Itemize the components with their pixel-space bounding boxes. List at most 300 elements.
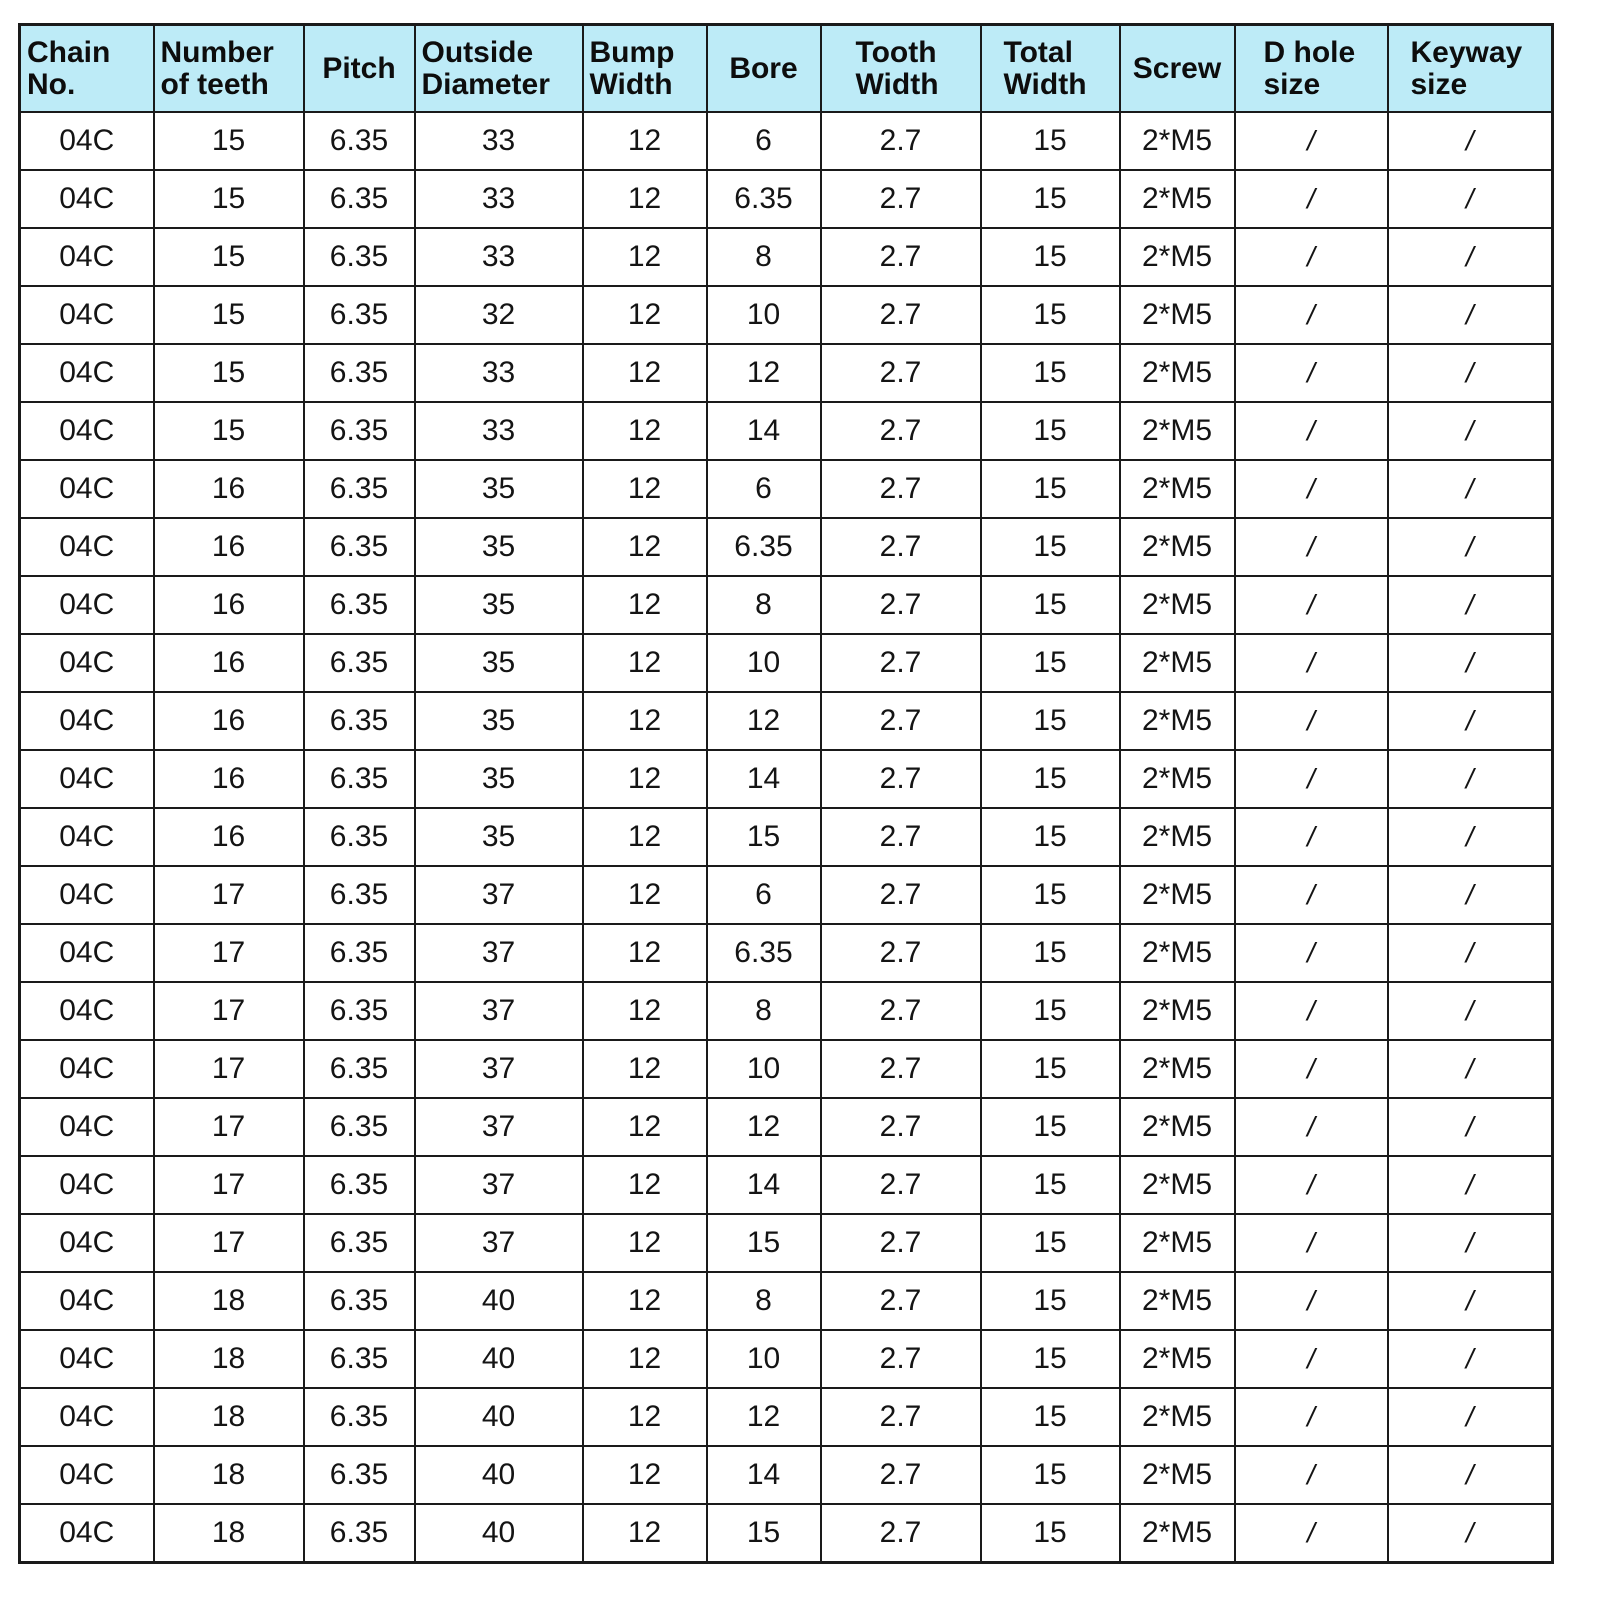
cell-total-width: 15 (981, 402, 1120, 460)
table-header (20, 25, 1553, 113)
cell-keyway-size: / (1388, 1156, 1553, 1214)
cell-tooth-width: 2.7 (821, 924, 981, 982)
cell-bore: 14 (707, 402, 821, 460)
cell-keyway-size: / (1388, 1504, 1553, 1563)
header-line: Width (1003, 67, 1087, 101)
cell-chain-no: 04C (20, 1330, 154, 1388)
cell-bore: 6.35 (707, 170, 821, 228)
header-line: Bump (589, 35, 675, 69)
cell-total-width: 15 (981, 750, 1120, 808)
cell-screw: 2*M5 (1120, 228, 1235, 286)
cell-teeth: 18 (154, 1272, 304, 1330)
cell-bump-width: 12 (583, 286, 707, 344)
sprocket-spec-table (18, 23, 1554, 1564)
table-row (20, 1098, 1553, 1156)
cell-tooth-width: 2.7 (821, 1388, 981, 1446)
cell-bump-width: 12 (583, 1040, 707, 1098)
cell-keyway-size: / (1388, 634, 1553, 692)
cell-keyway-size: / (1388, 286, 1553, 344)
cell-chain-no: 04C (20, 924, 154, 982)
cell-chain-no: 04C (20, 634, 154, 692)
cell-chain-no: 04C (20, 750, 154, 808)
table-row (20, 1272, 1553, 1330)
cell-d-hole-size: / (1235, 518, 1388, 576)
cell-screw: 2*M5 (1120, 1040, 1235, 1098)
cell-d-hole-size: / (1235, 1388, 1388, 1446)
cell-total-width: 15 (981, 1330, 1120, 1388)
cell-d-hole-size: / (1235, 1446, 1388, 1504)
cell-chain-no: 04C (20, 518, 154, 576)
cell-bore: 14 (707, 750, 821, 808)
cell-chain-no: 04C (20, 286, 154, 344)
table-row (20, 1388, 1553, 1446)
cell-d-hole-size: / (1235, 344, 1388, 402)
cell-screw: 2*M5 (1120, 634, 1235, 692)
cell-outside-diameter: 35 (415, 808, 583, 866)
cell-screw: 2*M5 (1120, 170, 1235, 228)
header-d-hole-size (1235, 25, 1388, 113)
table-row (20, 344, 1553, 402)
cell-bore: 10 (707, 286, 821, 344)
cell-tooth-width: 2.7 (821, 1446, 981, 1504)
header-line: Bore (729, 51, 798, 85)
header-line: D hole (1263, 35, 1356, 69)
cell-tooth-width: 2.7 (821, 112, 981, 170)
cell-bump-width: 12 (583, 1330, 707, 1388)
cell-total-width: 15 (981, 982, 1120, 1040)
cell-screw: 2*M5 (1120, 1214, 1235, 1272)
cell-tooth-width: 2.7 (821, 692, 981, 750)
cell-d-hole-size: / (1235, 460, 1388, 518)
cell-d-hole-size: / (1235, 750, 1388, 808)
cell-teeth: 15 (154, 112, 304, 170)
cell-chain-no: 04C (20, 170, 154, 228)
header-line: Tooth (855, 35, 937, 69)
cell-teeth: 16 (154, 692, 304, 750)
cell-pitch: 6.35 (304, 460, 415, 518)
cell-pitch: 6.35 (304, 982, 415, 1040)
cell-d-hole-size: / (1235, 1098, 1388, 1156)
cell-pitch: 6.35 (304, 750, 415, 808)
cell-bore: 6 (707, 112, 821, 170)
cell-d-hole-size: / (1235, 1214, 1388, 1272)
cell-d-hole-size: / (1235, 228, 1388, 286)
cell-pitch: 6.35 (304, 808, 415, 866)
cell-outside-diameter: 40 (415, 1446, 583, 1504)
header-pitch (304, 25, 415, 113)
cell-outside-diameter: 35 (415, 518, 583, 576)
cell-keyway-size: / (1388, 866, 1553, 924)
cell-d-hole-size: / (1235, 1040, 1388, 1098)
cell-bore: 6.35 (707, 924, 821, 982)
cell-d-hole-size: / (1235, 1156, 1388, 1214)
cell-keyway-size: / (1388, 228, 1553, 286)
cell-outside-diameter: 33 (415, 402, 583, 460)
cell-teeth: 18 (154, 1504, 304, 1563)
cell-chain-no: 04C (20, 1272, 154, 1330)
header-line: size (1263, 67, 1321, 101)
cell-teeth: 17 (154, 866, 304, 924)
cell-bore: 8 (707, 576, 821, 634)
cell-bump-width: 12 (583, 1504, 707, 1563)
cell-teeth: 15 (154, 170, 304, 228)
spec-table-container (18, 23, 1551, 1564)
cell-pitch: 6.35 (304, 402, 415, 460)
cell-chain-no: 04C (20, 228, 154, 286)
cell-chain-no: 04C (20, 1388, 154, 1446)
cell-pitch: 6.35 (304, 1098, 415, 1156)
cell-tooth-width: 2.7 (821, 1272, 981, 1330)
cell-total-width: 15 (981, 1446, 1120, 1504)
cell-bore: 10 (707, 1040, 821, 1098)
header-screw (1120, 25, 1235, 113)
cell-keyway-size: / (1388, 924, 1553, 982)
cell-bore: 8 (707, 982, 821, 1040)
cell-outside-diameter: 35 (415, 460, 583, 518)
cell-tooth-width: 2.7 (821, 1156, 981, 1214)
cell-screw: 2*M5 (1120, 576, 1235, 634)
cell-outside-diameter: 40 (415, 1330, 583, 1388)
cell-teeth: 17 (154, 1040, 304, 1098)
cell-d-hole-size: / (1235, 170, 1388, 228)
cell-bump-width: 12 (583, 460, 707, 518)
cell-d-hole-size: / (1235, 1330, 1388, 1388)
cell-pitch: 6.35 (304, 1214, 415, 1272)
cell-bump-width: 12 (583, 1098, 707, 1156)
cell-pitch: 6.35 (304, 576, 415, 634)
cell-keyway-size: / (1388, 1330, 1553, 1388)
cell-outside-diameter: 40 (415, 1272, 583, 1330)
cell-keyway-size: / (1388, 170, 1553, 228)
header-bump-width (583, 25, 707, 113)
cell-bump-width: 12 (583, 1272, 707, 1330)
cell-bump-width: 12 (583, 344, 707, 402)
cell-bore: 6 (707, 866, 821, 924)
cell-screw: 2*M5 (1120, 460, 1235, 518)
cell-screw: 2*M5 (1120, 286, 1235, 344)
cell-outside-diameter: 37 (415, 1098, 583, 1156)
cell-teeth: 16 (154, 460, 304, 518)
cell-teeth: 15 (154, 344, 304, 402)
table-row (20, 1040, 1553, 1098)
cell-outside-diameter: 37 (415, 982, 583, 1040)
cell-outside-diameter: 35 (415, 692, 583, 750)
cell-pitch: 6.35 (304, 518, 415, 576)
cell-total-width: 15 (981, 1214, 1120, 1272)
cell-tooth-width: 2.7 (821, 344, 981, 402)
cell-d-hole-size: / (1235, 866, 1388, 924)
table-row (20, 228, 1553, 286)
cell-chain-no: 04C (20, 866, 154, 924)
cell-d-hole-size: / (1235, 808, 1388, 866)
cell-screw: 2*M5 (1120, 518, 1235, 576)
cell-keyway-size: / (1388, 1446, 1553, 1504)
header-line: Number (160, 35, 274, 69)
cell-keyway-size: / (1388, 1272, 1553, 1330)
cell-tooth-width: 2.7 (821, 1040, 981, 1098)
cell-total-width: 15 (981, 1156, 1120, 1214)
table-row (20, 1330, 1553, 1388)
cell-teeth: 17 (154, 1098, 304, 1156)
cell-bore: 12 (707, 344, 821, 402)
cell-bore: 15 (707, 808, 821, 866)
cell-total-width: 15 (981, 1098, 1120, 1156)
header-chain-no (20, 25, 154, 113)
header-line: Screw (1132, 51, 1222, 85)
cell-chain-no: 04C (20, 982, 154, 1040)
cell-chain-no: 04C (20, 460, 154, 518)
table-row (20, 1504, 1553, 1563)
cell-keyway-size: / (1388, 402, 1553, 460)
cell-bump-width: 12 (583, 1388, 707, 1446)
cell-outside-diameter: 32 (415, 286, 583, 344)
cell-total-width: 15 (981, 460, 1120, 518)
cell-screw: 2*M5 (1120, 924, 1235, 982)
cell-outside-diameter: 40 (415, 1388, 583, 1446)
cell-chain-no: 04C (20, 576, 154, 634)
cell-screw: 2*M5 (1120, 808, 1235, 866)
cell-total-width: 15 (981, 518, 1120, 576)
cell-tooth-width: 2.7 (821, 1504, 981, 1563)
cell-chain-no: 04C (20, 1504, 154, 1563)
cell-total-width: 15 (981, 170, 1120, 228)
cell-outside-diameter: 37 (415, 1156, 583, 1214)
cell-chain-no: 04C (20, 1214, 154, 1272)
cell-total-width: 15 (981, 634, 1120, 692)
cell-pitch: 6.35 (304, 228, 415, 286)
header-tooth-width (821, 25, 981, 113)
cell-d-hole-size: / (1235, 402, 1388, 460)
cell-d-hole-size: / (1235, 1272, 1388, 1330)
cell-teeth: 16 (154, 808, 304, 866)
cell-keyway-size: / (1388, 750, 1553, 808)
cell-total-width: 15 (981, 228, 1120, 286)
header-line: Width (589, 67, 673, 101)
cell-teeth: 18 (154, 1388, 304, 1446)
table-row (20, 460, 1553, 518)
header-bore (707, 25, 821, 113)
cell-tooth-width: 2.7 (821, 866, 981, 924)
cell-bore: 10 (707, 634, 821, 692)
cell-bump-width: 12 (583, 170, 707, 228)
header-total-width (981, 25, 1120, 113)
cell-keyway-size: / (1388, 808, 1553, 866)
cell-tooth-width: 2.7 (821, 982, 981, 1040)
header-line: Keyway (1410, 35, 1523, 69)
cell-screw: 2*M5 (1120, 1330, 1235, 1388)
header-row (20, 25, 1553, 113)
cell-bump-width: 12 (583, 402, 707, 460)
cell-teeth: 17 (154, 982, 304, 1040)
cell-outside-diameter: 37 (415, 866, 583, 924)
cell-outside-diameter: 37 (415, 1214, 583, 1272)
cell-bore: 6 (707, 460, 821, 518)
cell-screw: 2*M5 (1120, 344, 1235, 402)
cell-keyway-size: / (1388, 460, 1553, 518)
cell-screw: 2*M5 (1120, 1272, 1235, 1330)
cell-d-hole-size: / (1235, 1504, 1388, 1563)
cell-screw: 2*M5 (1120, 692, 1235, 750)
header-line: Total (1003, 35, 1073, 69)
cell-d-hole-size: / (1235, 924, 1388, 982)
cell-tooth-width: 2.7 (821, 750, 981, 808)
cell-chain-no: 04C (20, 1098, 154, 1156)
cell-keyway-size: / (1388, 1040, 1553, 1098)
cell-tooth-width: 2.7 (821, 808, 981, 866)
cell-chain-no: 04C (20, 808, 154, 866)
cell-bump-width: 12 (583, 112, 707, 170)
cell-bore: 12 (707, 692, 821, 750)
cell-teeth: 17 (154, 924, 304, 982)
table-row (20, 112, 1553, 170)
cell-bump-width: 12 (583, 924, 707, 982)
cell-bump-width: 12 (583, 866, 707, 924)
cell-bore: 12 (707, 1388, 821, 1446)
cell-screw: 2*M5 (1120, 402, 1235, 460)
cell-bore: 10 (707, 1330, 821, 1388)
cell-bump-width: 12 (583, 1156, 707, 1214)
cell-pitch: 6.35 (304, 1446, 415, 1504)
cell-d-hole-size: / (1235, 634, 1388, 692)
cell-chain-no: 04C (20, 692, 154, 750)
cell-bore: 8 (707, 1272, 821, 1330)
cell-bore: 6.35 (707, 518, 821, 576)
cell-chain-no: 04C (20, 1446, 154, 1504)
cell-tooth-width: 2.7 (821, 1214, 981, 1272)
cell-tooth-width: 2.7 (821, 460, 981, 518)
cell-chain-no: 04C (20, 1156, 154, 1214)
cell-screw: 2*M5 (1120, 982, 1235, 1040)
cell-keyway-size: / (1388, 518, 1553, 576)
table-body (20, 112, 1553, 1563)
cell-teeth: 17 (154, 1156, 304, 1214)
cell-tooth-width: 2.7 (821, 286, 981, 344)
table-row (20, 634, 1553, 692)
cell-keyway-size: / (1388, 1388, 1553, 1446)
cell-teeth: 17 (154, 1214, 304, 1272)
cell-total-width: 15 (981, 1272, 1120, 1330)
cell-total-width: 15 (981, 692, 1120, 750)
cell-total-width: 15 (981, 112, 1120, 170)
header-line: No. (27, 67, 76, 101)
cell-pitch: 6.35 (304, 692, 415, 750)
cell-chain-no: 04C (20, 402, 154, 460)
cell-tooth-width: 2.7 (821, 228, 981, 286)
cell-pitch: 6.35 (304, 1040, 415, 1098)
cell-keyway-size: / (1388, 112, 1553, 170)
cell-d-hole-size: / (1235, 576, 1388, 634)
cell-bump-width: 12 (583, 692, 707, 750)
header-line: Pitch (322, 51, 396, 85)
cell-total-width: 15 (981, 286, 1120, 344)
cell-pitch: 6.35 (304, 170, 415, 228)
header-line: Width (855, 67, 939, 101)
cell-chain-no: 04C (20, 1040, 154, 1098)
header-line: size (1410, 67, 1468, 101)
cell-keyway-size: / (1388, 982, 1553, 1040)
cell-bore: 8 (707, 228, 821, 286)
cell-total-width: 15 (981, 1040, 1120, 1098)
cell-pitch: 6.35 (304, 924, 415, 982)
cell-bump-width: 12 (583, 750, 707, 808)
cell-bump-width: 12 (583, 518, 707, 576)
cell-keyway-size: / (1388, 692, 1553, 750)
cell-pitch: 6.35 (304, 286, 415, 344)
cell-tooth-width: 2.7 (821, 1098, 981, 1156)
cell-outside-diameter: 33 (415, 112, 583, 170)
cell-bore: 15 (707, 1504, 821, 1563)
cell-outside-diameter: 35 (415, 750, 583, 808)
table-row (20, 1446, 1553, 1504)
table-row (20, 576, 1553, 634)
cell-keyway-size: / (1388, 344, 1553, 402)
cell-pitch: 6.35 (304, 344, 415, 402)
table-row (20, 866, 1553, 924)
cell-d-hole-size: / (1235, 982, 1388, 1040)
cell-bore: 14 (707, 1446, 821, 1504)
cell-screw: 2*M5 (1120, 750, 1235, 808)
table-row (20, 750, 1553, 808)
cell-tooth-width: 2.7 (821, 1330, 981, 1388)
header-line: Chain (27, 35, 111, 69)
cell-pitch: 6.35 (304, 1272, 415, 1330)
table-row (20, 1156, 1553, 1214)
cell-pitch: 6.35 (304, 112, 415, 170)
table-row (20, 808, 1553, 866)
cell-total-width: 15 (981, 1388, 1120, 1446)
cell-pitch: 6.35 (304, 1504, 415, 1563)
cell-teeth: 16 (154, 634, 304, 692)
header-outside-diameter (415, 25, 583, 113)
cell-bore: 12 (707, 1098, 821, 1156)
cell-outside-diameter: 35 (415, 576, 583, 634)
cell-total-width: 15 (981, 866, 1120, 924)
cell-screw: 2*M5 (1120, 1098, 1235, 1156)
cell-tooth-width: 2.7 (821, 170, 981, 228)
header-line: Outside (421, 35, 534, 69)
cell-outside-diameter: 37 (415, 1040, 583, 1098)
cell-teeth: 15 (154, 286, 304, 344)
cell-teeth: 15 (154, 228, 304, 286)
cell-total-width: 15 (981, 808, 1120, 866)
cell-keyway-size: / (1388, 576, 1553, 634)
cell-pitch: 6.35 (304, 1388, 415, 1446)
cell-screw: 2*M5 (1120, 1504, 1235, 1563)
cell-pitch: 6.35 (304, 634, 415, 692)
table-row (20, 518, 1553, 576)
cell-screw: 2*M5 (1120, 1388, 1235, 1446)
cell-total-width: 15 (981, 1504, 1120, 1563)
table-row (20, 982, 1553, 1040)
table-row (20, 170, 1553, 228)
cell-chain-no: 04C (20, 344, 154, 402)
cell-outside-diameter: 40 (415, 1504, 583, 1563)
cell-bump-width: 12 (583, 982, 707, 1040)
cell-bump-width: 12 (583, 228, 707, 286)
cell-outside-diameter: 33 (415, 228, 583, 286)
cell-bore: 14 (707, 1156, 821, 1214)
cell-total-width: 15 (981, 344, 1120, 402)
cell-screw: 2*M5 (1120, 866, 1235, 924)
cell-total-width: 15 (981, 576, 1120, 634)
cell-screw: 2*M5 (1120, 1446, 1235, 1504)
cell-bump-width: 12 (583, 808, 707, 866)
cell-keyway-size: / (1388, 1214, 1553, 1272)
cell-tooth-width: 2.7 (821, 576, 981, 634)
cell-bump-width: 12 (583, 576, 707, 634)
header-keyway-size (1388, 25, 1553, 113)
cell-tooth-width: 2.7 (821, 518, 981, 576)
